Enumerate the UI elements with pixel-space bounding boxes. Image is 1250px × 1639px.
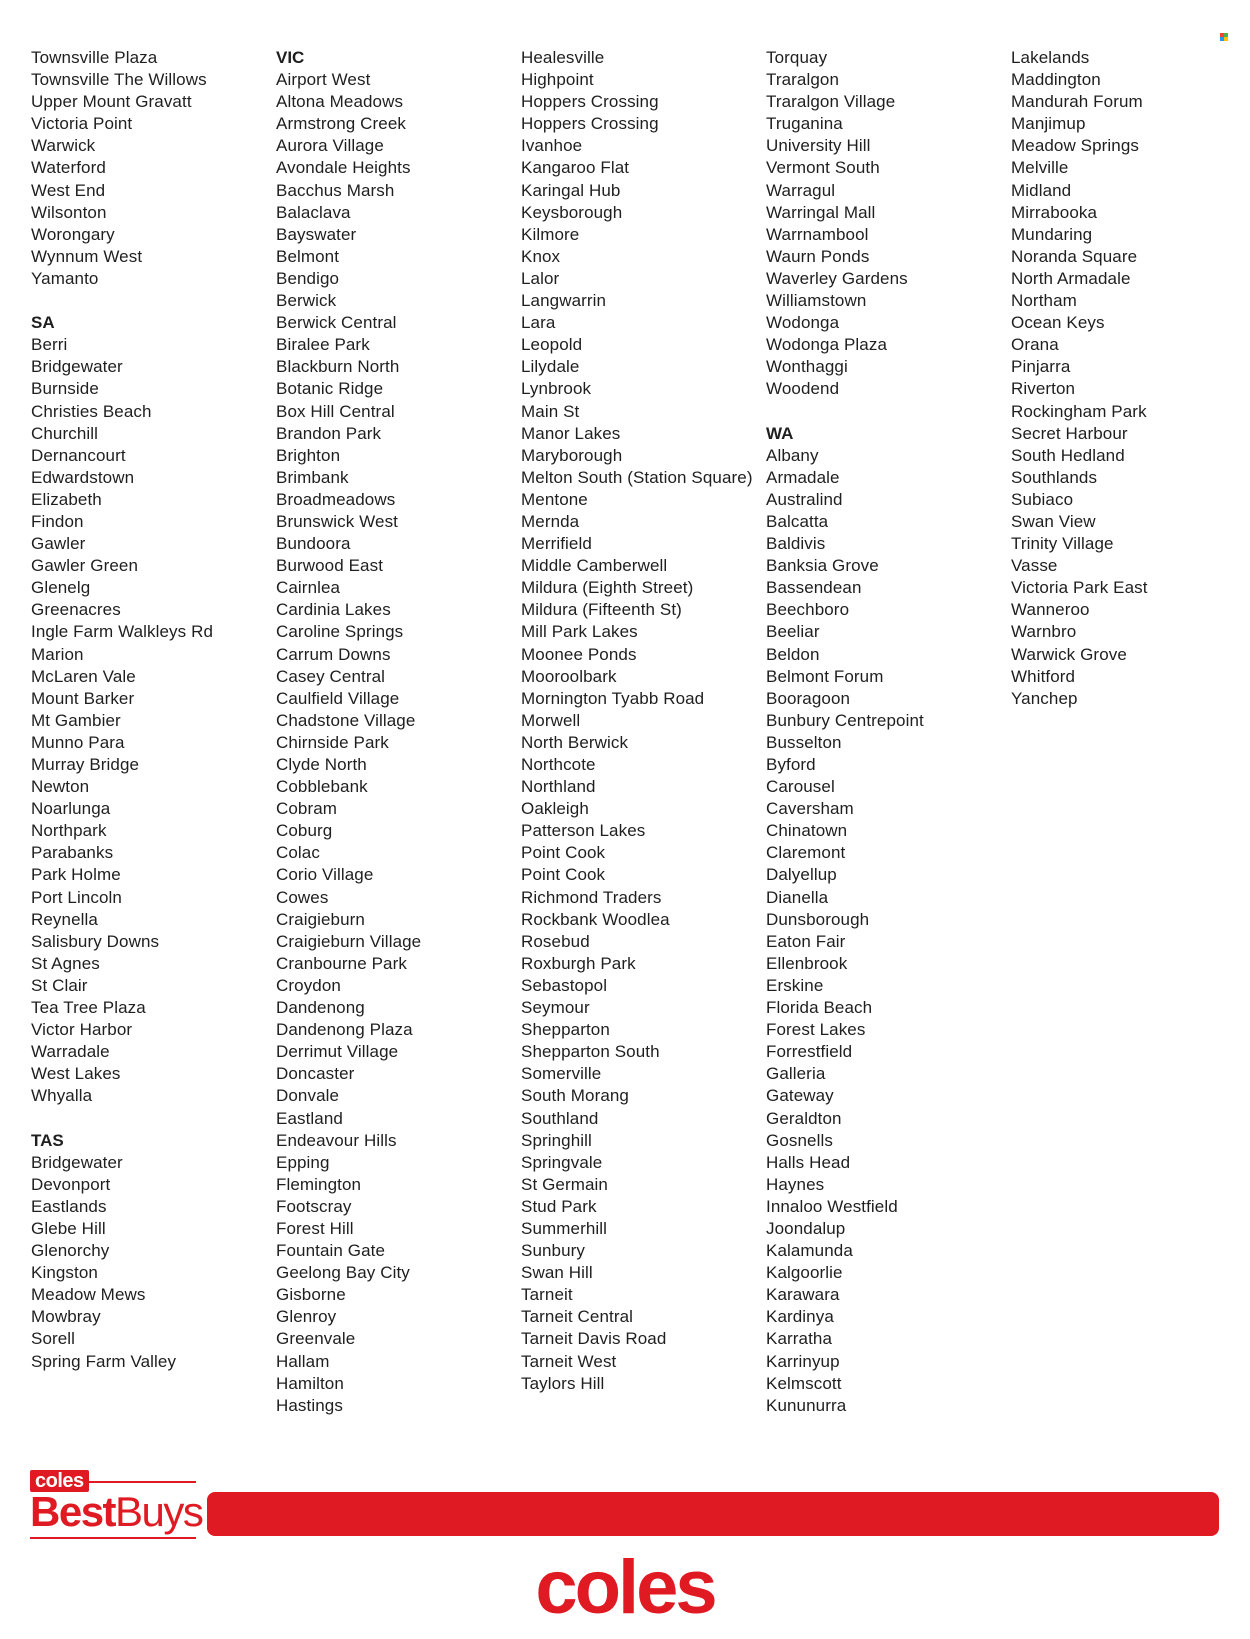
- store-name: Meadow Mews: [31, 1285, 146, 1305]
- store-name: Rockingham Park: [1011, 401, 1147, 421]
- store-name: Dernancourt: [31, 445, 126, 465]
- store-name: Mandurah Forum: [1011, 92, 1143, 112]
- store-name: Aurora Village: [276, 136, 384, 156]
- store-name: Booragoon: [766, 688, 851, 708]
- store-name: Kardinya: [766, 1307, 834, 1327]
- store-name: Brighton: [276, 445, 341, 465]
- store-name: Melton South (Station Square): [521, 467, 753, 487]
- store-name: Coburg: [276, 821, 333, 841]
- store-name: Manjimup: [1011, 114, 1086, 134]
- store-name: Victor Harbor: [31, 1020, 133, 1040]
- store-name: Springvale: [521, 1152, 603, 1172]
- store-name: Caroline Springs: [276, 622, 404, 642]
- store-name: Munno Para: [31, 732, 125, 752]
- store-name: Dandenong: [276, 998, 365, 1018]
- store-name: Erskine: [766, 975, 824, 995]
- store-name: Middle Camberwell: [521, 556, 668, 576]
- store-name: Florida Beach: [766, 998, 873, 1018]
- section-spacer: [31, 290, 266, 312]
- store-name: Warwick: [31, 136, 96, 156]
- store-name: Mernda: [521, 511, 580, 531]
- store-name: South Hedland: [1011, 445, 1125, 465]
- store-name: Point Cook: [521, 843, 606, 863]
- store-column-4: [766, 47, 1001, 1417]
- store-name: Stud Park: [521, 1196, 597, 1216]
- store-name: Somerville: [521, 1064, 602, 1084]
- logo-underline: [30, 1537, 196, 1539]
- store-name: Salisbury Downs: [31, 931, 160, 951]
- store-name: Forest Lakes: [766, 1020, 866, 1040]
- section-spacer: [31, 1108, 266, 1130]
- state-heading: WA: [766, 423, 794, 443]
- store-name: Endeavour Hills: [276, 1130, 397, 1150]
- store-name: Kalamunda: [766, 1241, 853, 1261]
- logo-best-word: Best: [30, 1488, 116, 1535]
- store-name: Hallam: [276, 1351, 330, 1371]
- store-name: Dianella: [766, 887, 829, 907]
- store-name: Worongary: [31, 224, 115, 244]
- store-name: Roxburgh Park: [521, 953, 636, 973]
- store-name: Epping: [276, 1152, 330, 1172]
- store-name: Mt Gambier: [31, 710, 121, 730]
- store-name: Ocean Keys: [1011, 313, 1105, 333]
- store-name: Healesville: [521, 48, 605, 67]
- store-name: Clyde North: [276, 755, 367, 774]
- store-name: Dunsborough: [766, 909, 870, 929]
- logo-best-buys-text: [30, 1490, 202, 1534]
- store-name: West End: [31, 180, 106, 200]
- store-name: Greenacres: [31, 600, 121, 620]
- store-column-3: [521, 47, 756, 1395]
- store-name: Oakleigh: [521, 799, 589, 819]
- store-name: Sunbury: [521, 1241, 586, 1261]
- store-name: Southland: [521, 1108, 599, 1128]
- store-name: Warnbro: [1011, 622, 1077, 642]
- store-name: Lara: [521, 313, 556, 333]
- store-name: Townsville The Willows: [31, 70, 207, 90]
- store-name: Airport West: [276, 70, 371, 90]
- store-name: Mundaring: [1011, 224, 1093, 244]
- store-name: Innaloo Westfield: [766, 1196, 898, 1216]
- store-name: Pinjarra: [1011, 357, 1071, 377]
- store-name: Trinity Village: [1011, 534, 1114, 554]
- coles-best-buys-logo: [30, 1470, 203, 1540]
- state-heading: TAS: [31, 1130, 64, 1150]
- store-name: Geelong Bay City: [276, 1263, 410, 1283]
- store-name: Cowes: [276, 887, 329, 907]
- store-name: Mentone: [521, 489, 588, 509]
- store-name: Orana: [1011, 335, 1059, 355]
- logo-rule: [88, 1481, 196, 1483]
- store-name: Manor Lakes: [521, 423, 621, 443]
- store-name: Secret Harbour: [1011, 423, 1128, 443]
- store-name: Eastland: [276, 1108, 343, 1128]
- store-name: Carrum Downs: [276, 644, 391, 664]
- store-name: Merrifield: [521, 534, 592, 554]
- store-name: Flemington: [276, 1174, 362, 1194]
- store-name: Melville: [1011, 158, 1069, 178]
- store-name: Churchill: [31, 423, 99, 443]
- store-column-5: [1011, 47, 1246, 710]
- store-name: Chinatown: [766, 821, 848, 841]
- store-name: South Morang: [521, 1086, 629, 1106]
- store-name: Meadow Springs: [1011, 136, 1140, 156]
- store-name: Cardinia Lakes: [276, 600, 391, 620]
- store-name: Warradale: [31, 1042, 110, 1062]
- store-name: Maddington: [1011, 70, 1101, 90]
- store-name: Mirrabooka: [1011, 202, 1098, 222]
- store-name: Kilmore: [521, 224, 580, 244]
- store-name: Port Lincoln: [31, 887, 122, 907]
- store-name: Glebe Hill: [31, 1218, 106, 1238]
- store-name: Shepparton: [521, 1020, 610, 1040]
- footer: [0, 1470, 1250, 1639]
- store-name: Banksia Grove: [766, 556, 879, 576]
- store-name: Balaclava: [276, 202, 351, 222]
- store-name: Karingal Hub: [521, 180, 621, 200]
- store-name: Cairnlea: [276, 578, 341, 598]
- store-name: Kangaroo Flat: [521, 158, 630, 178]
- store-name: Truganina: [766, 114, 843, 134]
- store-name: Waurn Ponds: [766, 246, 870, 266]
- store-name: Tarneit West: [521, 1351, 617, 1371]
- store-name: Warrnambool: [766, 224, 869, 244]
- store-name: Kingston: [31, 1263, 98, 1283]
- section-spacer: [766, 401, 1001, 423]
- store-name: Hoppers Crossing: [521, 92, 659, 112]
- store-name: Baldivis: [766, 534, 826, 554]
- store-name: Seymour: [521, 998, 590, 1018]
- store-name: Williamstown: [766, 291, 867, 311]
- red-banner-bar: [207, 1492, 1219, 1536]
- store-name: Summerhill: [521, 1218, 608, 1238]
- state-heading: SA: [31, 313, 55, 333]
- store-name: Karawara: [766, 1285, 840, 1305]
- store-name: Beechboro: [766, 600, 850, 620]
- store-name: Woodend: [766, 379, 840, 399]
- store-name: Christies Beach: [31, 401, 152, 421]
- store-name: Hamilton: [276, 1373, 344, 1393]
- store-name: Northam: [1011, 291, 1077, 311]
- store-name: Caulfield Village: [276, 688, 400, 708]
- store-name: Casey Central: [276, 666, 386, 686]
- coles-brand-logo: coles: [535, 1545, 715, 1630]
- store-name: Marion: [31, 644, 84, 664]
- store-name: Bendigo: [276, 268, 340, 288]
- store-name: Leopold: [521, 335, 583, 355]
- store-name: Reynella: [31, 909, 98, 929]
- store-name: Bridgewater: [31, 1152, 123, 1172]
- store-name: Wodonga: [766, 313, 840, 333]
- store-name: Chirnside Park: [276, 732, 389, 752]
- store-name: Dandenong Plaza: [276, 1020, 413, 1040]
- store-name: Gawler: [31, 534, 86, 554]
- store-name: Lynbrook: [521, 379, 592, 399]
- store-name: Devonport: [31, 1174, 111, 1194]
- store-name: North Berwick: [521, 732, 629, 752]
- store-name: McLaren Vale: [31, 666, 136, 686]
- store-name: Rockbank Woodlea: [521, 909, 670, 929]
- store-name: Upper Mount Gravatt: [31, 92, 192, 112]
- store-name: Beeliar: [766, 622, 820, 642]
- store-name: Claremont: [766, 843, 846, 863]
- store-name: Mill Park Lakes: [521, 622, 638, 642]
- store-name: Box Hill Central: [276, 401, 395, 421]
- store-name: Spring Farm Valley: [31, 1351, 177, 1371]
- store-name: Traralgon Village: [766, 92, 896, 112]
- store-name: Vasse: [1011, 556, 1058, 576]
- store-name: Point Cook: [521, 865, 606, 885]
- store-name: Waterford: [31, 158, 106, 178]
- store-name: Ingle Farm Walkleys Rd: [31, 622, 214, 642]
- store-name: Warwick Grove: [1011, 644, 1127, 664]
- store-column-1: [31, 47, 266, 1373]
- store-name: Wanneroo: [1011, 600, 1090, 620]
- store-name: Mowbray: [31, 1307, 101, 1327]
- store-name: Kalgoorlie: [766, 1263, 843, 1283]
- store-name: Gosnells: [766, 1130, 833, 1150]
- store-name: Wilsonton: [31, 202, 107, 222]
- store-name: Rosebud: [521, 931, 590, 951]
- store-name: Bayswater: [276, 224, 357, 244]
- store-name: Fountain Gate: [276, 1241, 386, 1261]
- store-name: Doncaster: [276, 1064, 355, 1084]
- store-name: Bridgewater: [31, 357, 123, 377]
- store-name: Lakelands: [1011, 48, 1090, 67]
- store-name: Swan Hill: [521, 1263, 593, 1283]
- store-name: Mount Barker: [31, 688, 135, 708]
- store-name: Broadmeadows: [276, 489, 396, 509]
- store-name: Wynnum West: [31, 246, 143, 266]
- store-name: Tea Tree Plaza: [31, 998, 146, 1018]
- store-name: Victoria Point: [31, 114, 133, 134]
- store-name: Altona Meadows: [276, 92, 404, 112]
- store-name: North Armadale: [1011, 268, 1131, 288]
- store-name: Corio Village: [276, 865, 374, 885]
- store-name: Kununurra: [766, 1395, 847, 1415]
- store-name: Lilydale: [521, 357, 580, 377]
- store-name: Elizabeth: [31, 489, 102, 509]
- store-name: Waverley Gardens: [766, 268, 908, 288]
- store-name: Keysborough: [521, 202, 623, 222]
- store-name: Yanchep: [1011, 688, 1078, 708]
- store-name: Parabanks: [31, 843, 114, 863]
- store-name: Biralee Park: [276, 335, 370, 355]
- store-name: Armadale: [766, 467, 840, 487]
- store-name: Donvale: [276, 1086, 340, 1106]
- store-name: St Clair: [31, 975, 88, 995]
- store-name: Berwick: [276, 291, 337, 311]
- store-name: Patterson Lakes: [521, 821, 646, 841]
- store-name: Findon: [31, 511, 84, 531]
- logo-coles-small: coles: [30, 1470, 89, 1492]
- store-name: Whitford: [1011, 666, 1076, 686]
- store-name: Langwarrin: [521, 291, 607, 311]
- store-name: Hoppers Crossing: [521, 114, 659, 134]
- store-name: Bundoora: [276, 534, 351, 554]
- store-name: Armstrong Creek: [276, 114, 406, 134]
- store-name: Mooroolbark: [521, 666, 617, 686]
- store-name: Swan View: [1011, 511, 1096, 531]
- store-name: Balcatta: [766, 511, 829, 531]
- store-name: Ivanhoe: [521, 136, 583, 156]
- store-name: Subiaco: [1011, 489, 1074, 509]
- store-name: Mildura (Eighth Street): [521, 578, 694, 598]
- store-name: Busselton: [766, 732, 842, 752]
- store-name: Sorell: [31, 1329, 76, 1349]
- store-name: Shepparton South: [521, 1042, 660, 1062]
- store-name: University Hill: [766, 136, 871, 156]
- store-name: Craigieburn: [276, 909, 365, 929]
- store-name: Noarlunga: [31, 799, 111, 819]
- store-name: Ellenbrook: [766, 953, 848, 973]
- store-name: Traralgon: [766, 70, 840, 90]
- store-name: Tarneit Davis Road: [521, 1329, 667, 1349]
- store-name: Vermont South: [766, 158, 880, 178]
- store-column-2: [276, 47, 511, 1417]
- store-name: Noranda Square: [1011, 246, 1138, 266]
- store-name: Belmont Forum: [766, 666, 884, 686]
- store-name: Carousel: [766, 777, 835, 797]
- store-name: Torquay: [766, 48, 828, 67]
- store-name: Riverton: [1011, 379, 1076, 399]
- store-name: Yamanto: [31, 268, 99, 288]
- color-squares-icon: [1220, 33, 1228, 41]
- store-name: Croydon: [276, 975, 341, 995]
- store-name: Main St: [521, 401, 580, 421]
- store-name: Gateway: [766, 1086, 834, 1106]
- store-name: Berri: [31, 335, 68, 355]
- store-name: Maryborough: [521, 445, 623, 465]
- store-name: Kelmscott: [766, 1373, 842, 1393]
- store-name: Bassendean: [766, 578, 862, 598]
- store-name: Blackburn North: [276, 357, 400, 377]
- store-name: Joondalup: [766, 1218, 846, 1238]
- store-name: Albany: [766, 445, 819, 465]
- store-name: Highpoint: [521, 70, 594, 90]
- store-name: Wonthaggi: [766, 357, 848, 377]
- store-name: Cobram: [276, 799, 338, 819]
- store-name: Brimbank: [276, 467, 349, 487]
- store-name: Chadstone Village: [276, 710, 416, 730]
- store-name: St Germain: [521, 1174, 608, 1194]
- store-name: Hastings: [276, 1395, 343, 1415]
- store-name: Halls Head: [766, 1152, 851, 1172]
- store-name: Derrimut Village: [276, 1042, 399, 1062]
- store-name: Townsville Plaza: [31, 48, 158, 67]
- store-name: Warragul: [766, 180, 836, 200]
- store-name: Glenorchy: [31, 1241, 110, 1261]
- store-name: Edwardstown: [31, 467, 135, 487]
- store-name: Gawler Green: [31, 556, 139, 576]
- store-name: Galleria: [766, 1064, 826, 1084]
- store-name: Botanic Ridge: [276, 379, 384, 399]
- store-name: Bunbury Centrepoint: [766, 710, 924, 730]
- store-name: Belmont: [276, 246, 340, 266]
- store-name: Northland: [521, 777, 596, 797]
- store-name: Whyalla: [31, 1086, 93, 1106]
- store-name: Australind: [766, 489, 843, 509]
- store-name: Forrestfield: [766, 1042, 853, 1062]
- store-name: Geraldton: [766, 1108, 842, 1128]
- store-name: Warringal Mall: [766, 202, 876, 222]
- state-heading: VIC: [276, 48, 305, 67]
- store-name: Springhill: [521, 1130, 592, 1150]
- store-name: Byford: [766, 755, 816, 774]
- logo-buys-word: Buys: [115, 1488, 203, 1535]
- store-name: Wodonga Plaza: [766, 335, 888, 355]
- store-name: Northpark: [31, 821, 107, 841]
- store-name: Tarneit Central: [521, 1307, 634, 1327]
- store-name: Tarneit: [521, 1285, 573, 1305]
- store-name: Knox: [521, 246, 561, 266]
- store-name: St Agnes: [31, 953, 100, 973]
- store-name: Newton: [31, 777, 90, 797]
- store-name: Cranbourne Park: [276, 953, 407, 973]
- store-name: Greenvale: [276, 1329, 356, 1349]
- store-name: Karrinyup: [766, 1351, 840, 1371]
- store-name: Victoria Park East: [1011, 578, 1148, 598]
- store-name: Eastlands: [31, 1196, 107, 1216]
- store-name: Gisborne: [276, 1285, 346, 1305]
- store-name: Mildura (Fifteenth St): [521, 600, 682, 620]
- store-name: Beldon: [766, 644, 820, 664]
- store-name: Park Holme: [31, 865, 121, 885]
- store-name: Karratha: [766, 1329, 833, 1349]
- store-name: Glenroy: [276, 1307, 337, 1327]
- store-name: Eaton Fair: [766, 931, 846, 951]
- store-name: Avondale Heights: [276, 158, 411, 178]
- store-name: Cobblebank: [276, 777, 368, 797]
- store-name: Brunswick West: [276, 511, 399, 531]
- store-name: Richmond Traders: [521, 887, 662, 907]
- store-list: [0, 47, 1250, 1427]
- store-name: Dalyellup: [766, 865, 837, 885]
- store-name: Brandon Park: [276, 423, 382, 443]
- store-name: Craigieburn Village: [276, 931, 422, 951]
- store-name: Southlands: [1011, 467, 1098, 487]
- store-name: Morwell: [521, 710, 581, 730]
- store-name: Bacchus Marsh: [276, 180, 395, 200]
- store-name: Mornington Tyabb Road: [521, 688, 705, 708]
- store-name: Midland: [1011, 180, 1072, 200]
- store-name: Caversham: [766, 799, 854, 819]
- store-name: Taylors Hill: [521, 1373, 605, 1393]
- store-name: Burnside: [31, 379, 99, 399]
- store-name: Berwick Central: [276, 313, 397, 333]
- store-name: West Lakes: [31, 1064, 121, 1084]
- store-name: Moonee Ponds: [521, 644, 637, 664]
- store-name: Burwood East: [276, 556, 384, 576]
- store-name: Murray Bridge: [31, 755, 140, 774]
- store-name: Colac: [276, 843, 320, 863]
- store-name: Forest Hill: [276, 1218, 354, 1238]
- store-name: Haynes: [766, 1174, 825, 1194]
- store-name: Lalor: [521, 268, 560, 288]
- store-name: Footscray: [276, 1196, 352, 1216]
- store-name: Northcote: [521, 755, 596, 774]
- store-name: Sebastopol: [521, 975, 608, 995]
- store-name: Glenelg: [31, 578, 91, 598]
